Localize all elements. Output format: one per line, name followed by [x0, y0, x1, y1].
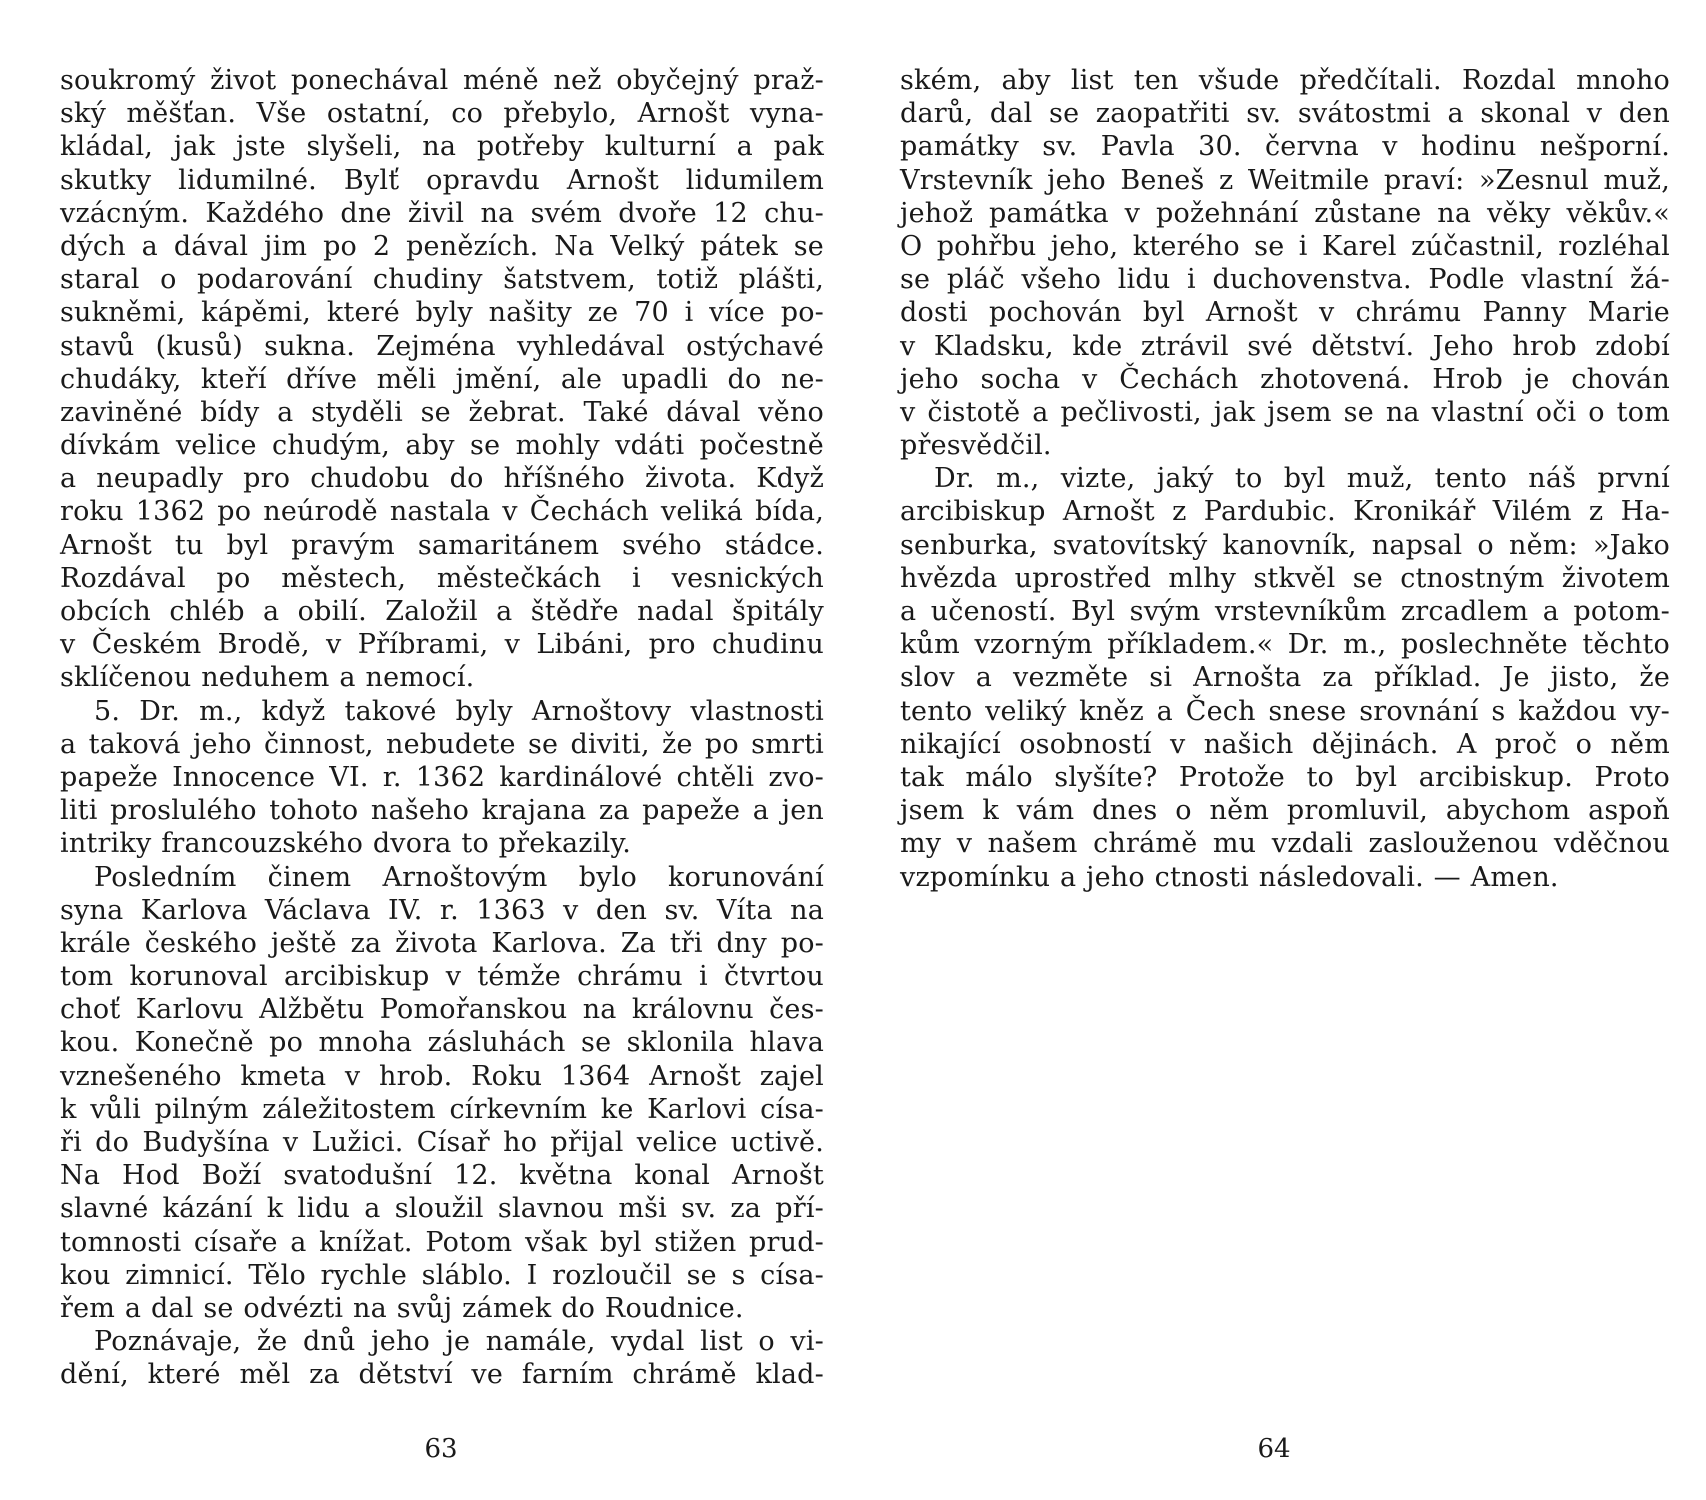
- text-line: sukněmi, kápěmi, které byly našity ze 70 i více po-: [60, 297, 824, 329]
- text-line: kou zimnicí. Tělo rychle sláblo. I rozloučil se s císa-: [60, 1259, 824, 1291]
- text-line: krále českého ještě za života Karlova. Za tři dny po-: [60, 927, 824, 959]
- text-line: v Kladsku, kde ztrávil své dětství. Jeho hrob zdobí: [900, 330, 1670, 362]
- text-line: vznešeného kmeta v hrob. Roku 1364 Arnošt zajel: [60, 1060, 824, 1092]
- text-line: Arnošt tu byl pravým samaritánem svého stádce.: [60, 529, 824, 561]
- text-line: tak málo slyšíte? Protože to byl arcibiskup. Proto: [900, 761, 1670, 793]
- text-line: tento veliký kněz a Čech snese srovnání s každou vy-: [900, 695, 1670, 727]
- left-page: [60, 64, 824, 1392]
- right-page: [900, 64, 1670, 894]
- text-line: v čistotě a pečlivosti, jak jsem se na vlastní oči o tom: [900, 396, 1670, 428]
- text-line: dosti pochován byl Arnošt v chrámu Panny Marie: [900, 297, 1670, 329]
- page-number-left: 63: [424, 1434, 458, 1464]
- text-line: Vrstevník jeho Beneš z Weitmile praví: »Zesnul muž,: [900, 164, 1670, 196]
- text-line: Posledním činem Arnoštovým bylo korunování: [94, 861, 824, 893]
- text-line: 5. Dr. m., když takové byly Arnoštovy vlastnosti: [94, 695, 824, 727]
- text-line: tomnosti císaře a knížat. Potom však byl stižen prud-: [60, 1226, 824, 1258]
- text-line: intriky francouzského dvora to překazily.: [60, 828, 632, 860]
- text-line: a neupadly pro chudobu do hříšného života. Když: [60, 463, 824, 495]
- text-line: my v našem chrámě mu vzdali zaslouženou vděčnou: [900, 828, 1670, 860]
- text-line: staral o podarování chudiny šatstvem, totiž plášti,: [60, 264, 824, 296]
- text-line: vzpomínku a jeho ctnosti následovali. — Amen.: [900, 861, 1559, 893]
- text-line: liti proslulého tohoto našeho krajana za papeže a jen: [60, 795, 824, 827]
- text-line: kům vzorným příkladem.« Dr. m., poslechněte těchto: [900, 629, 1670, 661]
- page-number-right: 64: [1257, 1434, 1291, 1464]
- text-line: stavů (kusů) sukna. Zejména vyhledával ostýchavé: [60, 330, 824, 362]
- text-line: vzácným. Každého dne živil na svém dvoře 12 chu-: [60, 197, 824, 229]
- text-line: roku 1362 po neúrodě nastala v Čechách veliká bída,: [60, 496, 824, 528]
- text-line: darů, dal se zaopatřiti sv. svátostmi a skonal v den: [900, 98, 1670, 130]
- text-line: a taková jeho činnost, nebudete se diviti, že po smrti: [60, 728, 824, 760]
- text-line: kou. Konečně po mnoha zásluhách se sklonila hlava: [60, 1027, 824, 1059]
- text-line: sklíčenou neduhem a nemocí.: [60, 662, 475, 694]
- text-line: jehož památka v požehnání zůstane na věky věkův.«: [900, 197, 1670, 229]
- text-line: řem a dal se odvézti na svůj zámek do Roudnice.: [60, 1292, 744, 1324]
- text-line: v Českém Brodě, v Příbrami, v Libáni, pro chudinu: [60, 629, 824, 661]
- text-line: skutky lidumilné. Bylť opravdu Arnošt lidumilem: [60, 164, 824, 196]
- text-line: ský měšťan. Vše ostatní, co přebylo, Arnošt vyna-: [60, 98, 824, 130]
- text-line: ském, aby list ten všude předčítali. Rozdal mnoho: [900, 65, 1670, 96]
- text-line: zaviněné bídy a styděli se žebrat. Také dával věno: [60, 396, 824, 428]
- text-line: dých a dával jim po 2 penězích. Na Velký pátek se: [60, 230, 824, 262]
- text-line: hvězda uprostřed mlhy stkvěl se ctnostným životem: [900, 562, 1670, 594]
- text-line: soukromý život ponechával méně než obyčejný praž-: [60, 65, 824, 96]
- text-line: slavné kázání k lidu a sloužil slavnou mši sv. za pří-: [60, 1193, 824, 1225]
- text-line: jsem k vám dnes o něm promluvil, abychom aspoň: [900, 795, 1670, 827]
- text-line: slov a vezměte si Arnošta za příklad. Je jisto, že: [900, 662, 1670, 694]
- text-line: dívkám velice chudým, aby se mohly vdáti počestně: [60, 430, 824, 462]
- text-line: O pohřbu jeho, kterého se i Karel zúčastnil, rozléhal: [900, 230, 1670, 262]
- text-line: syna Karlova Václava IV. r. 1363 v den sv. Víta na: [60, 894, 824, 926]
- text-line: papeže Innocence VI. r. 1362 kardinálové chtěli zvo-: [60, 761, 824, 793]
- text-line: Na Hod Boží svatodušní 12. května konal Arnošt: [60, 1160, 824, 1192]
- text-line: Rozdával po městech, městečkách i vesnických: [60, 562, 824, 594]
- text-line: choť Karlovu Alžbětu Pomořanskou na královnu čes-: [60, 994, 824, 1026]
- text-line: kládal, jak jste slyšeli, na potřeby kulturní a pak: [60, 131, 824, 163]
- text-line: tom korunoval arcibiskup v témže chrámu i čtvrtou: [60, 961, 824, 993]
- text-line: jeho socha v Čechách zhotovená. Hrob je chován: [900, 363, 1670, 395]
- text-line: obcích chléb a obilí. Založil a štědře nadal špitály: [60, 596, 824, 627]
- text-line: památky sv. Pavla 30. června v hodinu nešporní.: [900, 131, 1670, 163]
- text-line: a učeností. Byl svým vrstevníkům zrcadlem a potom-: [900, 596, 1670, 627]
- text-line: chudáky, kteří dříve měli jmění, ale upadli do ne-: [60, 363, 824, 395]
- text-line: nikající osobností v našich dějinách. A proč o něm: [900, 728, 1670, 760]
- text-line: k vůli pilným záležitostem církevním ke Karlovi císa-: [60, 1093, 824, 1125]
- text-line: dění, které měl za dětství ve farním chrámě klad-: [60, 1359, 824, 1391]
- text-line: Dr. m., vizte, jaký to byl muž, tento náš první: [934, 463, 1670, 495]
- right-page-text: [900, 64, 1670, 894]
- text-line: se pláč všeho lidu i duchovenstva. Podle vlastní žá-: [900, 264, 1670, 296]
- text-line: senburka, svatovítský kanovník, napsal o něm: »Jako: [900, 529, 1670, 561]
- text-line: Poznávaje, že dnů jeho je namále, vydal list o vi-: [94, 1326, 824, 1358]
- left-page-text: [60, 64, 824, 1392]
- text-line: ři do Budyšína v Lužici. Císař ho přijal velice uctivě.: [60, 1127, 824, 1158]
- text-line: arcibiskup Arnošt z Pardubic. Kronikář Vilém z Ha-: [900, 496, 1670, 528]
- text-line: přesvědčil.: [900, 430, 1052, 462]
